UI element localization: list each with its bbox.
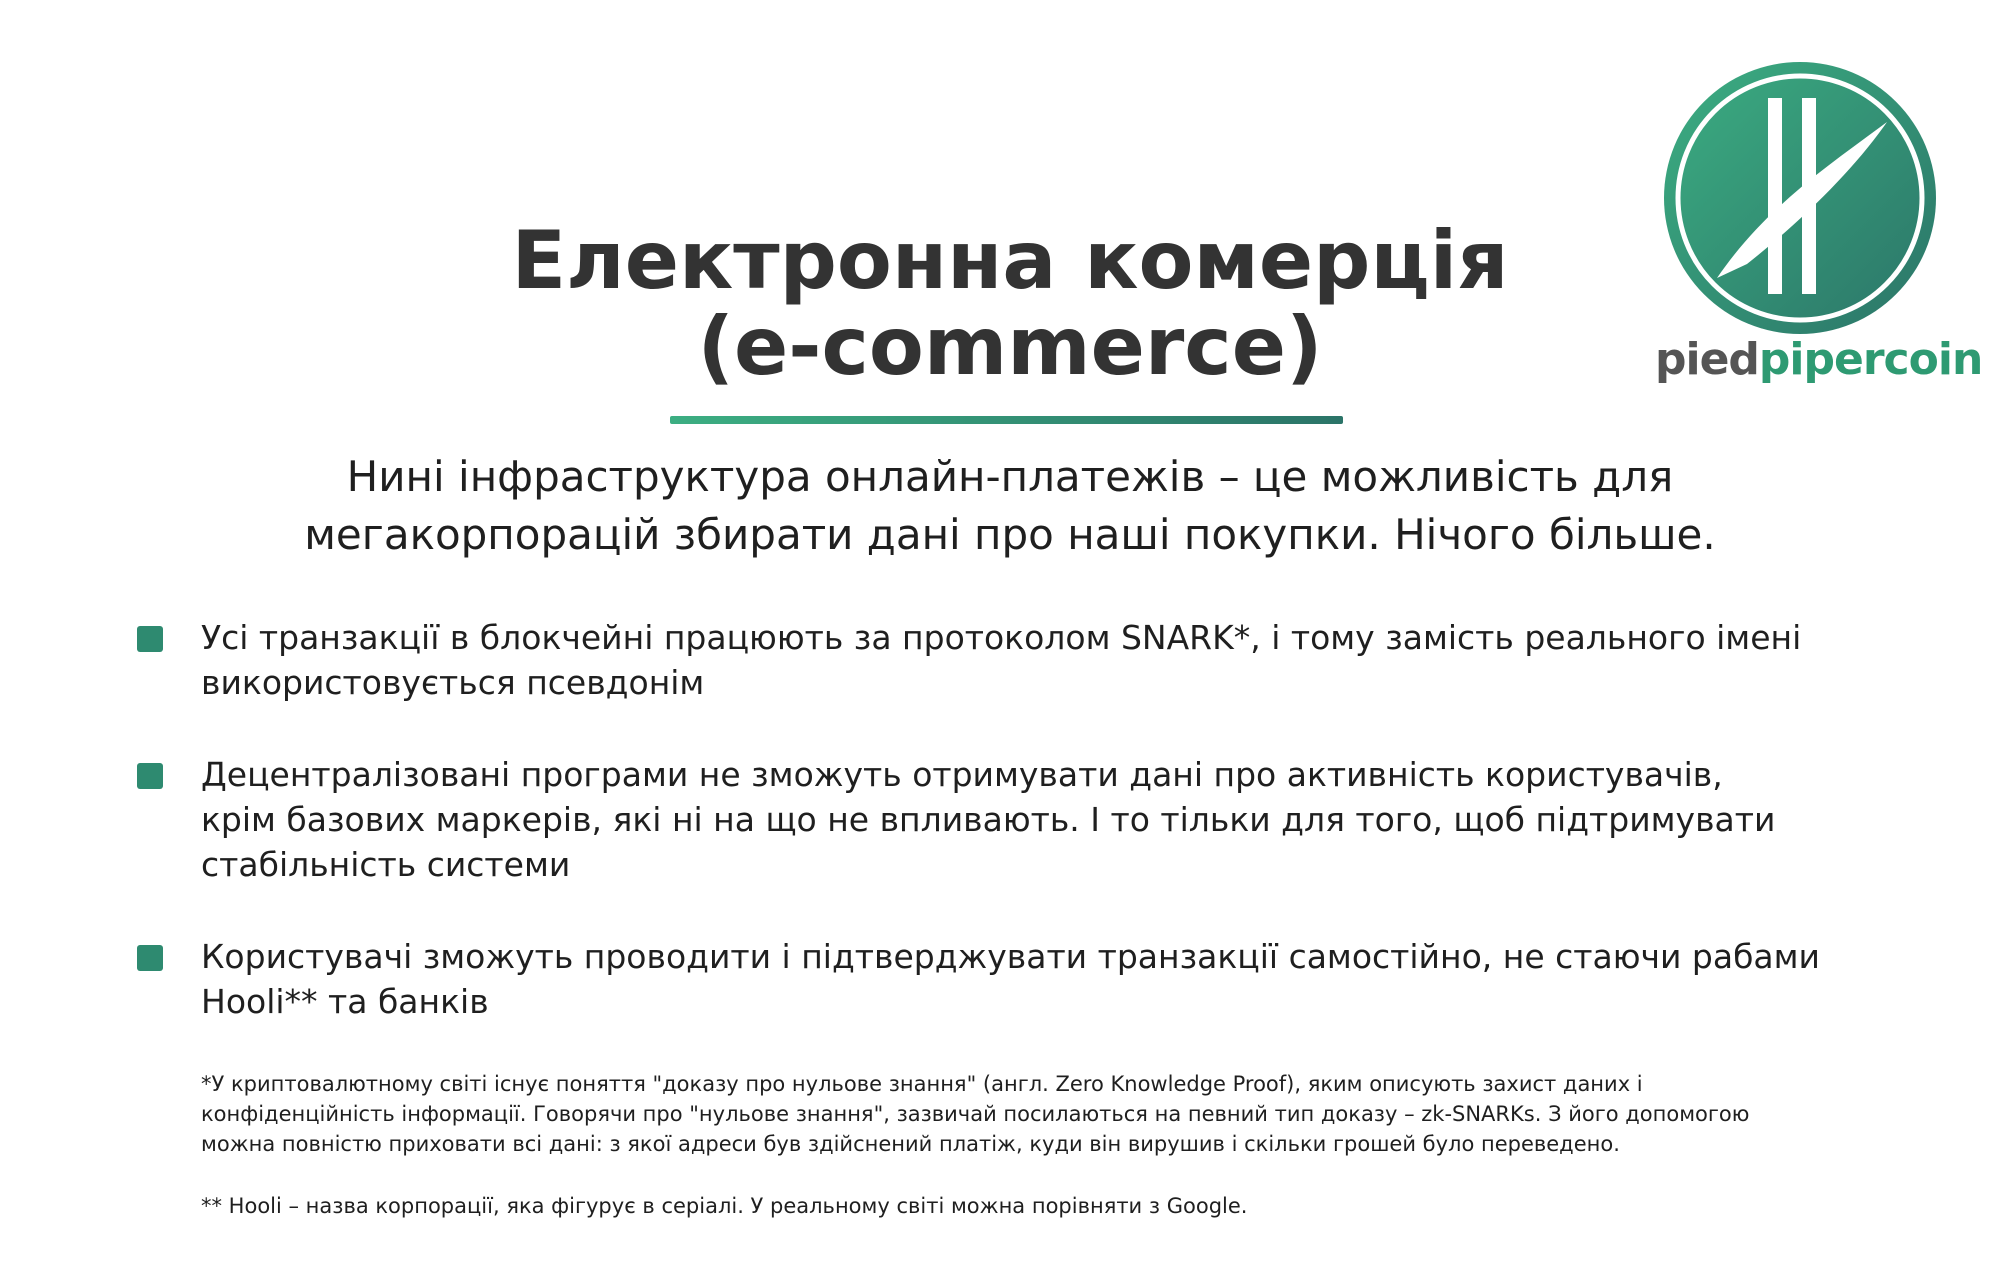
page-title-line2: (e-commerce) (697, 300, 1323, 393)
logo-wordmark (1655, 330, 1983, 390)
bullet-marker-icon (137, 626, 163, 652)
subtitle (150, 448, 1870, 564)
piedpipercoin-logo-icon (1655, 58, 1945, 338)
bullet-text-line: Усі транзакції в блокчейні працюють за протоколом SNARK*, і тому замість реального імені (201, 618, 1802, 657)
subtitle-line1: Нині інфраструктура онлайн-платежів – це можливість для (346, 452, 1674, 501)
footnote-hooli (201, 1191, 1901, 1221)
bullet-text-line: використовується псевдонім (201, 663, 705, 702)
footnote-zero-knowledge (201, 1069, 1901, 1159)
bullet-list (136, 615, 1876, 1024)
footnote-line: можна повністю приховати всі дані: з якої адреси був здійснений платіж, куди він вирушив і скільки грошей було переведено. (201, 1132, 1620, 1156)
page-title-line1: Електронна комерція (511, 214, 1509, 307)
footnote-line: *У криптовалютному світі існує поняття "доказу про нульове знання" (англ. Zero Knowledge Proof), яким описують захист даних і (201, 1072, 1643, 1096)
logo-wordmark-pied: pied (1655, 334, 1759, 385)
bullet-item (136, 934, 1876, 1024)
bullet-marker-icon (137, 763, 163, 789)
bullet-marker-icon (137, 945, 163, 971)
bullet-item (136, 615, 1876, 705)
footnote-line: ** Hooli – назва корпорації, яка фігурує в серіалі. У реальному світі можна порівняти з Google. (201, 1194, 1248, 1218)
bullet-text-line: крім базових маркерів, які ні на що не впливають. І то тільки для того, щоб підтримувати (201, 800, 1776, 839)
logo-wordmark-piper: piper (1758, 334, 1884, 385)
footnote-line: конфіденційність інформації. Говорячи про "нульове знання", зазвичай посилаються на певний тип доказу – zk-SNARKs. З його допомогою (201, 1102, 1750, 1126)
bullet-text-line: Децентралізовані програми не зможуть отримувати дані про активність користувачів, (201, 755, 1723, 794)
bullet-text-line: Hooli** та банків (201, 982, 489, 1021)
bullet-text-line: Користувачі зможуть проводити і підтверджувати транзакції самостійно, не стаючи рабами (201, 937, 1820, 976)
logo (1655, 58, 1983, 403)
page-title (380, 214, 1640, 393)
title-underline (670, 416, 1343, 424)
bullet-text-line: стабільність системи (201, 845, 571, 884)
logo-wordmark-coin: coin (1883, 334, 1983, 385)
bullet-item (136, 752, 1876, 887)
footnotes (201, 1069, 1901, 1221)
subtitle-line2: мегакорпорацій збирати дані про наші покупки. Нічого більше. (304, 510, 1716, 559)
